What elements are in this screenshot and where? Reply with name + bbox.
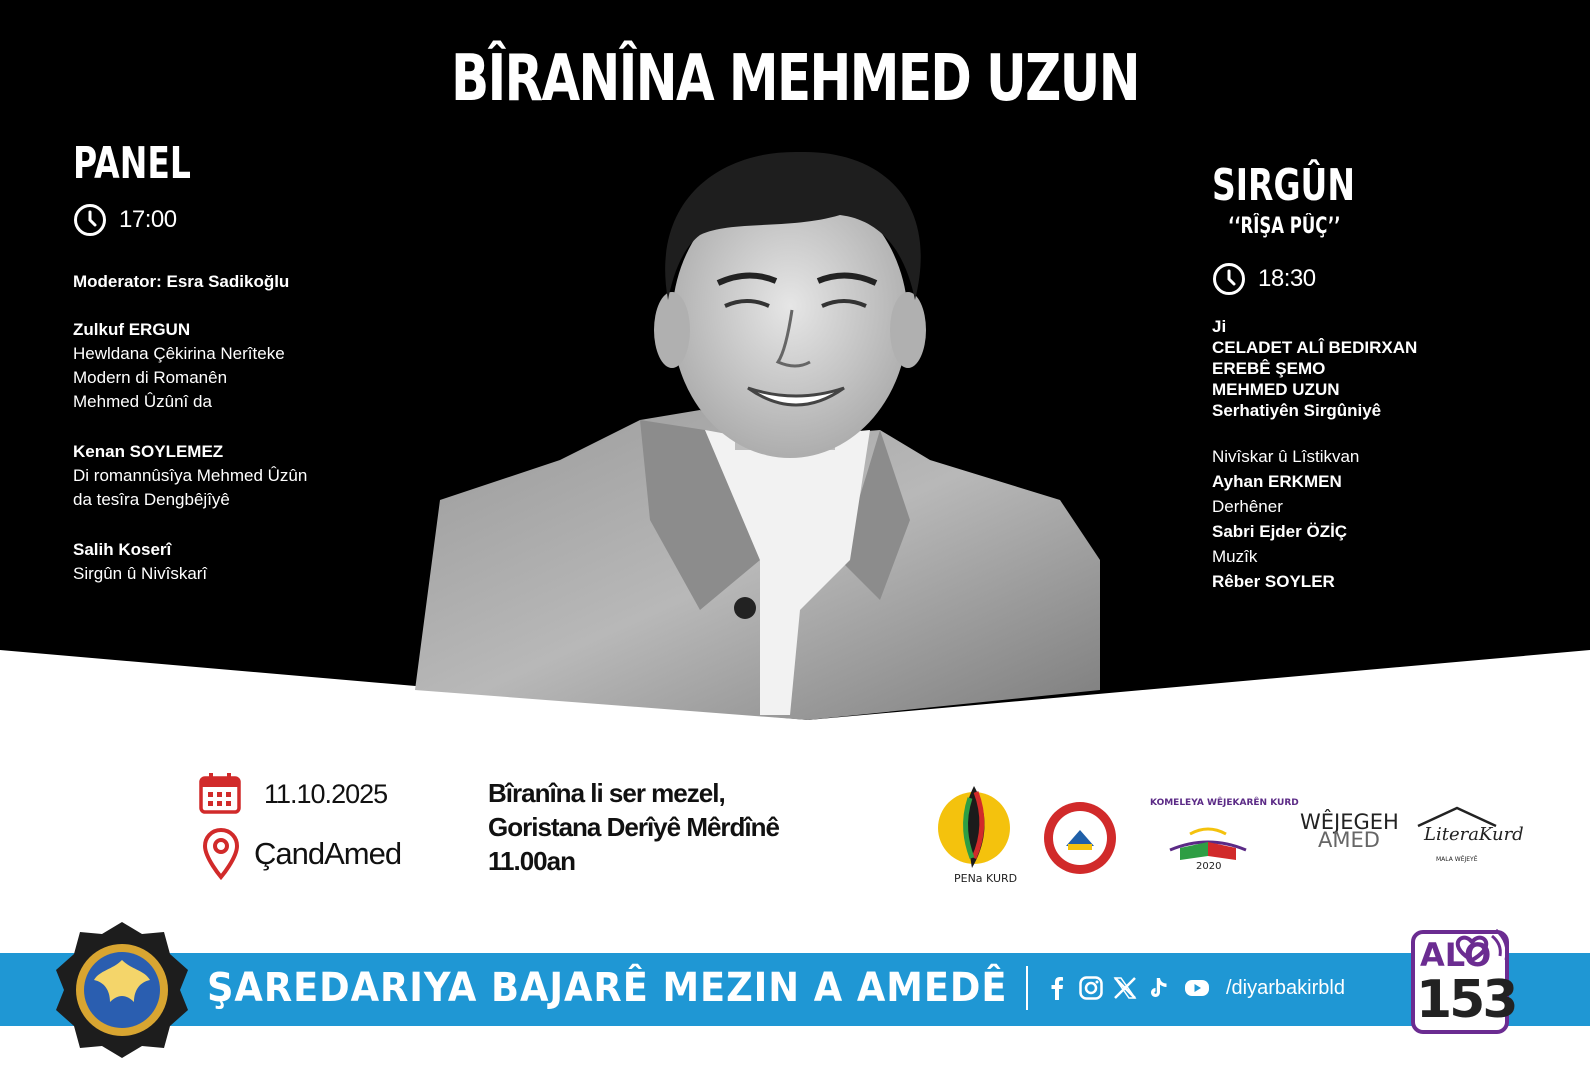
sirgun-author: EREBÊ ŞEMO bbox=[1212, 359, 1326, 378]
speaker-name: Kenan SOYLEMEZ bbox=[73, 442, 224, 461]
mala-wejeye-text: MALA WÊJEYÊ bbox=[1436, 856, 1478, 863]
alo-number: 153 bbox=[1416, 970, 1516, 1030]
komeleya-text: KOMELEYA WÊJEKARÊN KURD bbox=[1150, 798, 1299, 808]
wejegeh-amed-logo bbox=[1300, 810, 1400, 854]
sirgun-subtitle: ‘‘RÎŞA PÛÇ’’ bbox=[1228, 214, 1341, 239]
speaker-name: Zulkuf ERGUN bbox=[73, 320, 191, 339]
banner-divider bbox=[1026, 966, 1028, 1010]
pen-kurd-seal-logo bbox=[1042, 800, 1118, 876]
sirgun-heading: SIRGÛN bbox=[1212, 160, 1355, 211]
venue-line: 11.00an bbox=[488, 846, 575, 876]
speaker-topic: Modern di Romanên bbox=[73, 368, 228, 387]
speaker-topic: da tesîra Dengbêjîyê bbox=[73, 490, 230, 509]
calendar-icon bbox=[198, 772, 242, 816]
credit-name: Sabri Ejder ÖZİÇ bbox=[1212, 522, 1348, 541]
x-icon[interactable] bbox=[1112, 975, 1138, 1001]
facebook-icon[interactable] bbox=[1044, 975, 1070, 1001]
venue-line: Bîranîna li ser mezel, bbox=[488, 778, 725, 808]
municipality-name: ŞAREDARIYA BAJARÊ MEZIN A AMEDÊ bbox=[207, 965, 1008, 1011]
date-row bbox=[198, 772, 387, 816]
place-row bbox=[202, 828, 401, 880]
credit-role: Derhêner bbox=[1212, 497, 1283, 516]
venue-line: Goristana Derîyê Mêrdînê bbox=[488, 812, 779, 842]
instagram-icon[interactable] bbox=[1078, 975, 1104, 1001]
alo-text: ALO bbox=[1420, 936, 1492, 974]
sirgun-ji: Ji bbox=[1212, 317, 1227, 336]
credit-name: Ayhan ERKMEN bbox=[1212, 472, 1342, 491]
komeleya-wejekaren-kurd-logo bbox=[1150, 798, 1299, 874]
alo-153-badge bbox=[1410, 924, 1514, 1036]
pen-logo-icon bbox=[932, 778, 1022, 868]
speaker-name: Salih Koserî bbox=[73, 540, 172, 559]
speaker-topic: Mehmed Ûzûnî da bbox=[73, 392, 212, 411]
sirgun-time-row bbox=[1212, 262, 1316, 296]
panel-details bbox=[73, 270, 393, 586]
social-links bbox=[1044, 975, 1345, 1001]
sirgun-credits bbox=[1212, 444, 1512, 594]
panel-time-row bbox=[73, 203, 177, 237]
social-handle[interactable]: /diyarbakirbld bbox=[1226, 976, 1345, 999]
sirgun-author: MEHMED UZUN bbox=[1212, 380, 1340, 399]
sirgun-details bbox=[1212, 316, 1512, 421]
seal-icon bbox=[1042, 800, 1118, 876]
pena-kurd-text: PENa KURD bbox=[954, 872, 1018, 885]
municipality-emblem-icon bbox=[52, 920, 192, 1060]
pena-kurd-logo bbox=[932, 778, 1022, 890]
venue-info bbox=[488, 776, 779, 878]
event-date: 11.10.2025 bbox=[264, 778, 388, 809]
credit-name: Rêber SOYLER bbox=[1212, 572, 1335, 591]
literakurd-logo bbox=[1416, 804, 1524, 876]
panel-heading: PANEL bbox=[73, 138, 191, 189]
sirgun-work: Serhatiyên Sirgûniyê bbox=[1212, 401, 1382, 420]
speaker-topic: Sirgûn û Nivîskarî bbox=[73, 564, 208, 583]
panel-time: 17:00 bbox=[119, 206, 177, 233]
tiktok-icon[interactable] bbox=[1146, 975, 1172, 1001]
event-place: ÇandAmed bbox=[254, 836, 402, 871]
event-title: BÎRANÎNA MEHMED UZUN bbox=[451, 42, 1139, 116]
clock-icon bbox=[1212, 262, 1246, 296]
credit-role: Nivîskar û Lîstikvan bbox=[1212, 447, 1360, 466]
moderator: Moderator: Esra Sadikoğlu bbox=[73, 272, 290, 291]
youtube-icon[interactable] bbox=[1180, 975, 1214, 1001]
speaker-topic: Di romannûsîya Mehmed Ûzûn bbox=[73, 466, 308, 485]
credit-role: Muzîk bbox=[1212, 547, 1258, 566]
literakurd-text: LiteraKurd bbox=[1424, 824, 1524, 845]
wejegeh-text: WÊJEGEH bbox=[1300, 810, 1399, 834]
clock-icon bbox=[73, 203, 107, 237]
komeleya-year: 2020 bbox=[1196, 861, 1222, 872]
sirgun-time: 18:30 bbox=[1258, 265, 1316, 292]
location-pin-icon bbox=[202, 828, 240, 880]
amed-text: AMED bbox=[1318, 828, 1380, 852]
sirgun-author: CELADET ALÎ BEDIRXAN bbox=[1212, 338, 1418, 357]
speaker-topic: Hewldana Çêkirina Nerîteke bbox=[73, 344, 285, 363]
